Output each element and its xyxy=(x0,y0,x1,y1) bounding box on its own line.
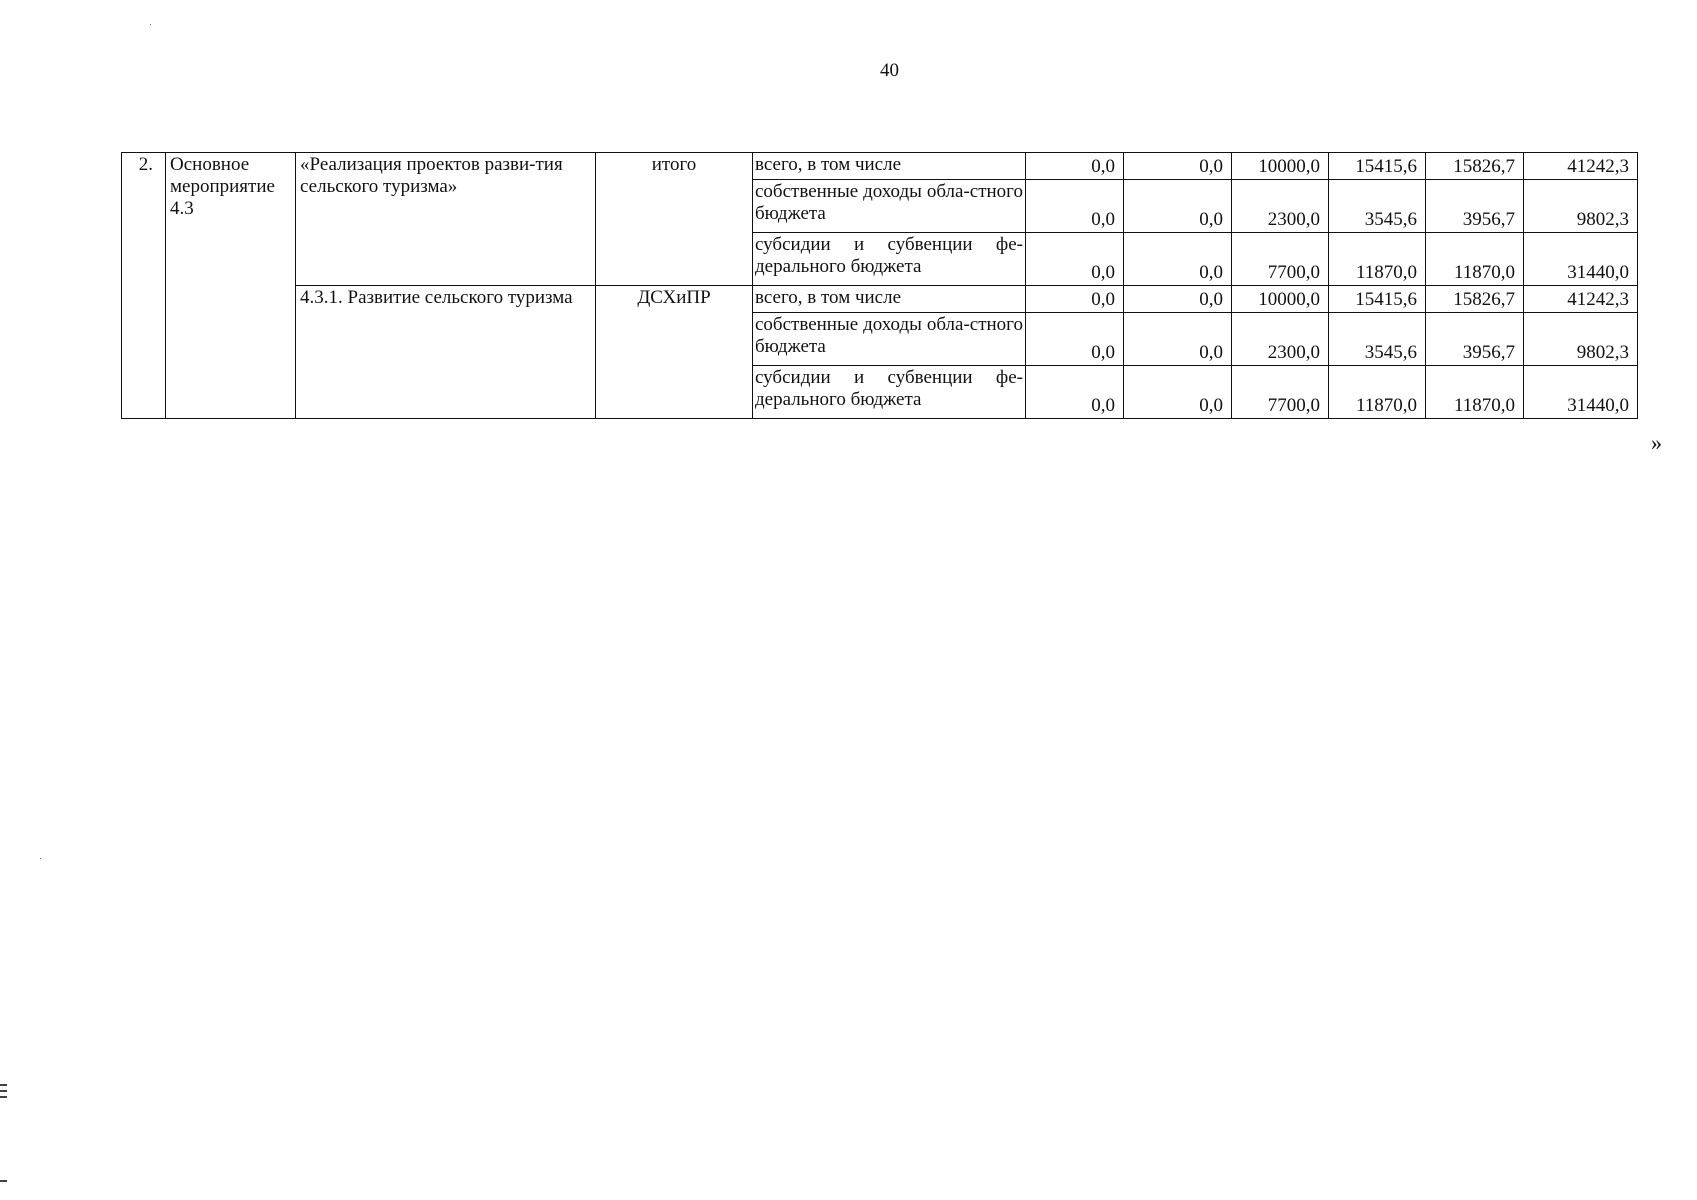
table-cell: 11870,0 xyxy=(1329,233,1426,286)
table-cell: 11870,0 xyxy=(1426,233,1524,286)
funding-source: всего, в том числе xyxy=(753,153,1026,180)
table-cell: 7700,0 xyxy=(1232,233,1329,286)
table-cell: 41242,3 xyxy=(1524,286,1638,313)
table-cell: 15826,7 xyxy=(1426,286,1524,313)
table-cell: 0,0 xyxy=(1124,366,1232,419)
funding-source: собственные доходы обла-стного бюджета xyxy=(753,180,1026,233)
table-cell: 0,0 xyxy=(1026,313,1124,366)
table-cell: 0,0 xyxy=(1026,286,1124,313)
table-cell: 0,0 xyxy=(1124,180,1232,233)
measure-executor: итого xyxy=(596,153,753,286)
table-cell: 11870,0 xyxy=(1426,366,1524,419)
table-cell: 9802,3 xyxy=(1524,313,1638,366)
scan-speck xyxy=(40,858,41,859)
table-cell: 10000,0 xyxy=(1232,153,1329,180)
measure-name: «Реализация проектов разви-тия сельского туризма» xyxy=(296,153,596,286)
funding-source: собственные доходы обла-стного бюджета xyxy=(753,313,1026,366)
scan-margin-mark xyxy=(0,1096,7,1098)
table-cell: 31440,0 xyxy=(1524,233,1638,286)
submeasure-executor: ДСХиПР xyxy=(596,286,753,419)
table-cell: 3545,6 xyxy=(1329,180,1426,233)
table-cell: 15826,7 xyxy=(1426,153,1524,180)
table-row xyxy=(122,153,1638,180)
table-cell: 41242,3 xyxy=(1524,153,1638,180)
closing-quote: » xyxy=(1651,430,1662,455)
table-cell: 31440,0 xyxy=(1524,366,1638,419)
table-row xyxy=(122,286,1638,313)
table-cell: 0,0 xyxy=(1026,233,1124,286)
table-cell: 10000,0 xyxy=(1232,286,1329,313)
scan-margin-mark xyxy=(0,1090,7,1092)
budget-table xyxy=(121,152,1638,419)
table-cell: 0,0 xyxy=(1026,180,1124,233)
table-cell: 0,0 xyxy=(1026,153,1124,180)
table-cell: 2300,0 xyxy=(1232,313,1329,366)
table-cell: 0,0 xyxy=(1026,366,1124,419)
table-cell: 0,0 xyxy=(1124,286,1232,313)
table-cell: 0,0 xyxy=(1124,233,1232,286)
table-cell: 3956,7 xyxy=(1426,313,1524,366)
scan-margin-mark xyxy=(0,1180,7,1182)
scan-speck xyxy=(150,24,151,25)
table-cell: 11870,0 xyxy=(1329,366,1426,419)
table-cell: 9802,3 xyxy=(1524,180,1638,233)
table-cell: 15415,6 xyxy=(1329,286,1426,313)
measure-title: Основное мероприятие 4.3 xyxy=(166,153,296,419)
table-cell: 7700,0 xyxy=(1232,366,1329,419)
table-cell: 3545,6 xyxy=(1329,313,1426,366)
table-cell: 2300,0 xyxy=(1232,180,1329,233)
submeasure-name: 4.3.1. Развитие сельского туризма xyxy=(296,286,596,419)
table-cell: 0,0 xyxy=(1124,313,1232,366)
funding-source: субсидии и субвенции фе-дерального бюджета xyxy=(753,233,1026,286)
funding-source: субсидии и субвенции фе-дерального бюджета xyxy=(753,366,1026,419)
row-index: 2. xyxy=(122,153,166,419)
table-cell: 0,0 xyxy=(1124,153,1232,180)
funding-source: всего, в том числе xyxy=(753,286,1026,313)
table-cell: 15415,6 xyxy=(1329,153,1426,180)
scan-margin-mark xyxy=(0,1084,7,1086)
page-number: 40 xyxy=(880,60,899,81)
table-cell: 3956,7 xyxy=(1426,180,1524,233)
